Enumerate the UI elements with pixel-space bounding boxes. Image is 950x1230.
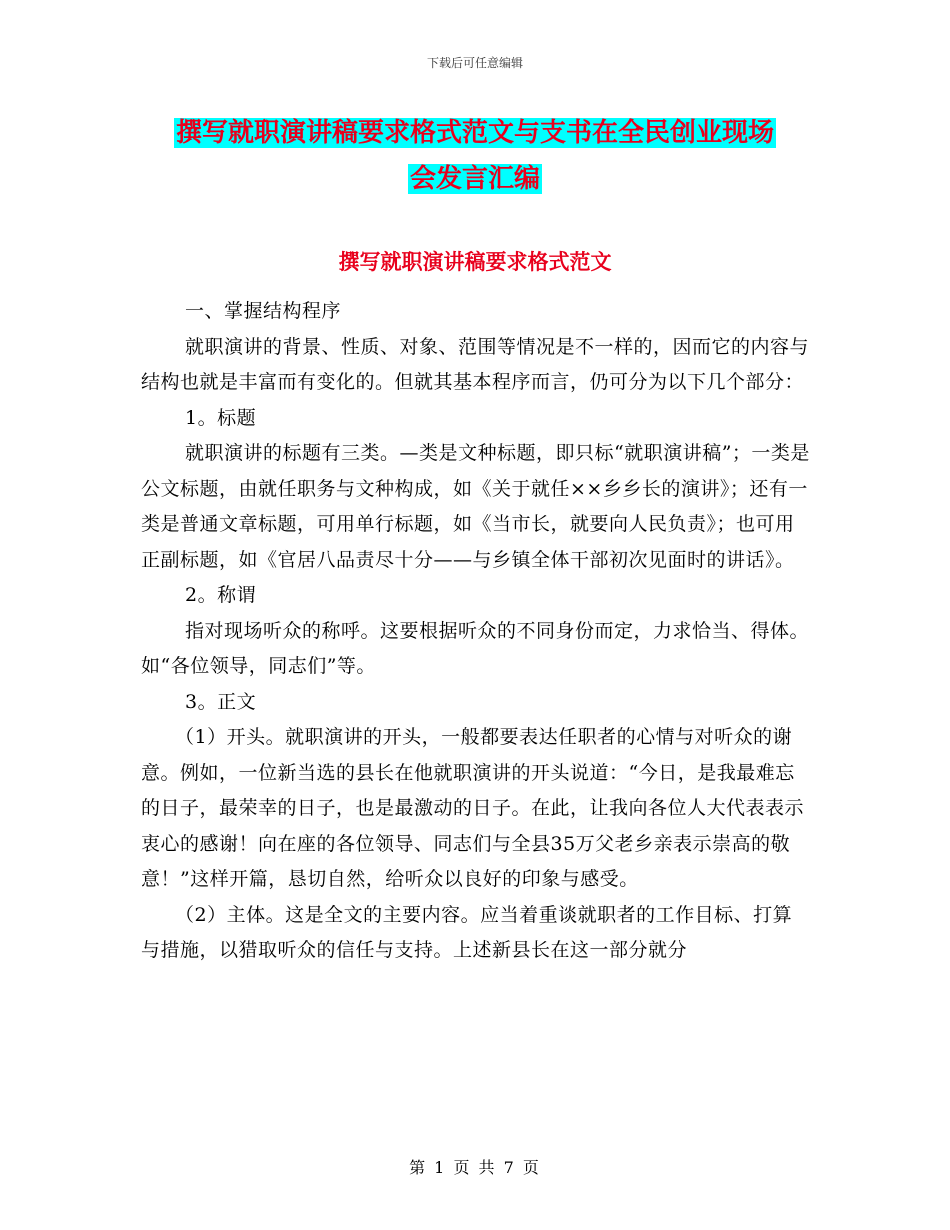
page-header-note: 下载后可任意编辑 — [426, 56, 523, 70]
paragraph: （2）主体。这是全文的主要内容。应当着重谈就职者的工作目标、打算与措施，以猎取听众的信任与支持。上述新县长在这一部分就分 — [141, 903, 793, 961]
document-title — [0, 110, 950, 202]
paragraph-heading: 3。正文 — [185, 690, 257, 713]
paragraph-heading: 2。称谓 — [185, 584, 257, 606]
title-line-1: 撰写就职演讲稿要求格式范文与支书在全民创业现场 — [175, 118, 774, 148]
title-line-2: 会发言汇编 — [409, 164, 540, 194]
page-number-footer: 第 1 页 共 7 页 — [409, 1158, 541, 1177]
paragraph: 指对现场听众的称呼。这要根据听众的不同身份而定，力求恰当、得体。如“各位领导，同志们”等。 — [141, 619, 810, 677]
paragraph: 就职演讲的背景、性质、对象、范围等情况是不一样的，因而它的内容与结构也就是丰富而有变化的。但就其基本程序而言，仍可分为以下几个部分： — [141, 335, 810, 393]
paragraph-heading: 1。标题 — [185, 406, 257, 429]
section-title: 撰写就职演讲稿要求格式范文 — [338, 250, 612, 274]
paragraph: 就职演讲的标题有三类。—类是文种标题，即只标“就职演讲稿”；一类是公文标题，由就任职务与文种构成，如《关于就任××乡乡长的演讲》；还有一类是普通文章标题，可用单行标题，如《当市长，就要向人民负责》；也可用正副标题，如《官居八品责尽十分——与乡镇全体干部初次见面时的讲话》。 — [141, 442, 810, 571]
document-body — [141, 294, 811, 969]
paragraph-heading: 一、掌握结构程序 — [185, 300, 342, 322]
paragraph: （1）开头。就职演讲的开头，一般都要表达任职者的心情与对听众的谢意。例如，一位新当选的县长在他就职演讲的开头说道：“今日，是我最难忘的日子，最荣幸的日子，也是最激动的日子。在此，让我向各位人大代表表示衷心的感谢！向在座的各位领导、同志们与全县35万父老乡亲表示崇高的敬意！”这样开篇，恳切自然，给听众以良好的印象与感受。 — [141, 726, 805, 890]
